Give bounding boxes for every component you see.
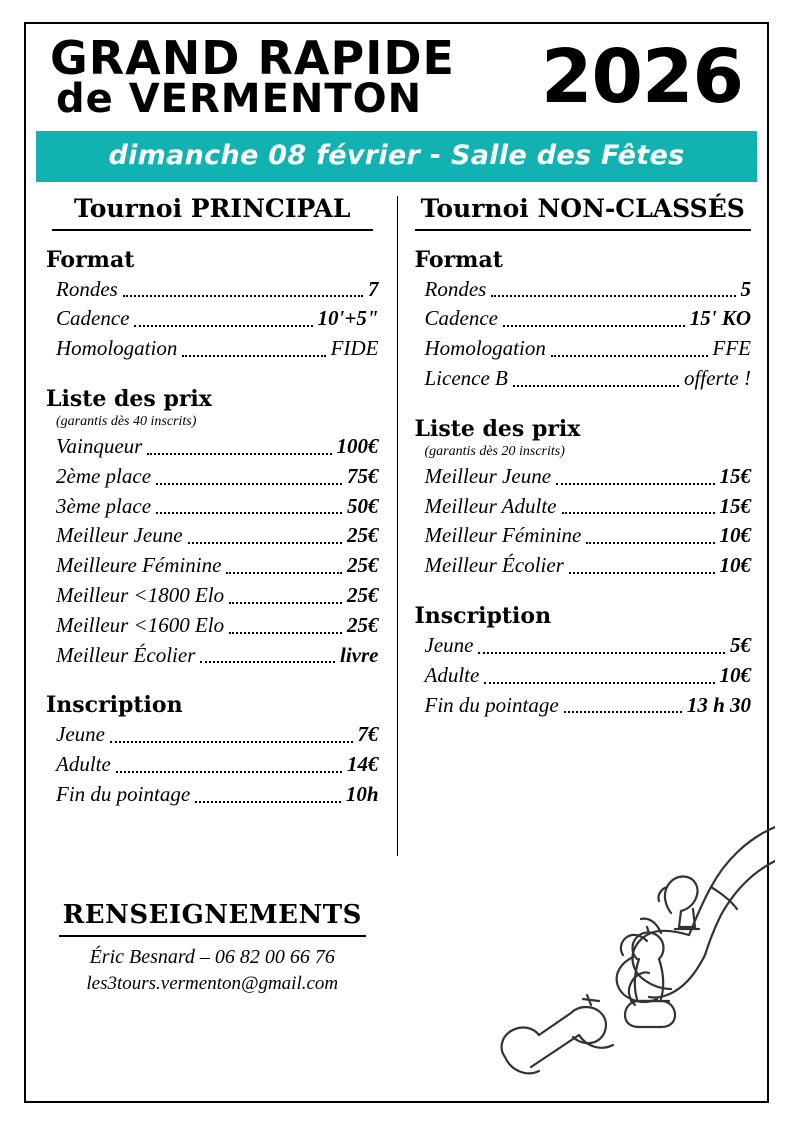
table-row <box>56 492 379 522</box>
row-value: 10h <box>345 782 379 807</box>
leader-dots <box>564 710 682 713</box>
principal-registration-rows <box>56 720 379 809</box>
leader-dots <box>556 482 714 485</box>
table-row <box>56 432 379 462</box>
table-row <box>56 304 379 334</box>
principal-prizes-rows <box>56 432 379 671</box>
row-label: Jeune <box>424 633 474 658</box>
leader-dots <box>513 384 679 387</box>
row-label: Meilleur <1800 Elo <box>56 583 225 608</box>
contact-email[interactable]: les3tours.vermenton@gmail.com <box>86 972 339 994</box>
row-label: Rondes <box>56 276 118 301</box>
row-value: FFE <box>712 336 751 361</box>
row-value: 15€ <box>719 463 751 488</box>
row-label: 3ème place <box>56 493 152 518</box>
row-value: 7€ <box>357 722 379 747</box>
row-label: Meilleur Écolier <box>56 642 196 667</box>
leader-dots <box>484 681 714 684</box>
row-label: Jeune <box>56 722 105 747</box>
table-row <box>56 750 379 780</box>
principal-registration-heading: Inscription <box>46 692 183 719</box>
row-value: 10€ <box>719 662 751 687</box>
poster-title <box>50 31 455 123</box>
row-label: 2ème place <box>56 463 152 488</box>
leader-dots <box>182 354 325 357</box>
row-label: Meilleur Jeune <box>56 523 183 548</box>
row-label: Licence B <box>424 365 508 390</box>
leader-dots <box>116 770 342 773</box>
leader-dots <box>147 452 331 455</box>
spacer <box>46 670 379 692</box>
spacer <box>415 394 752 416</box>
non-classes-prizes-note: (garantis dès 20 inscrits) <box>424 443 565 459</box>
row-value: 15' KO <box>689 306 751 331</box>
table-row <box>425 631 752 661</box>
table-row <box>56 780 379 810</box>
row-value: 25€ <box>347 553 379 578</box>
table-row <box>425 275 752 305</box>
row-value: 100€ <box>336 433 379 458</box>
row-value: 75€ <box>347 463 379 488</box>
row-label: Homologation <box>56 336 178 361</box>
leader-dots <box>229 631 342 634</box>
row-value: 10'+5" <box>317 306 379 331</box>
row-label: Meilleur Féminine <box>424 523 582 548</box>
table-row <box>425 551 752 581</box>
leader-dots <box>226 571 342 574</box>
leader-dots <box>156 511 342 514</box>
row-value: 10€ <box>719 553 751 578</box>
row-value: 15€ <box>719 493 751 518</box>
table-row <box>56 720 379 750</box>
row-value: livre <box>340 642 379 667</box>
spacer <box>46 364 379 386</box>
table-row <box>56 551 379 581</box>
table-row <box>425 492 752 522</box>
row-label: Adulte <box>424 662 480 687</box>
row-value: 5€ <box>730 633 751 658</box>
principal-format-rows <box>56 275 379 364</box>
row-label: Homologation <box>424 336 546 361</box>
non-classes-title: Tournoi NON-CLASSÉS <box>415 194 752 231</box>
row-label: Fin du pointage <box>424 692 559 717</box>
leader-dots <box>123 294 363 297</box>
non-classes-prizes-rows <box>425 462 752 581</box>
table-row <box>56 462 379 492</box>
principal-prizes-heading: Liste des prix <box>46 385 212 412</box>
leader-dots <box>195 800 341 803</box>
row-label: Meilleure Féminine <box>56 553 222 578</box>
row-value: 7 <box>368 276 379 301</box>
tournament-columns <box>36 182 757 894</box>
leader-dots <box>156 482 342 485</box>
table-row <box>56 581 379 611</box>
non-classes-format-rows <box>425 275 752 394</box>
non-classes-registration-heading: Inscription <box>414 603 552 630</box>
row-label: Fin du pointage <box>56 782 191 807</box>
table-row <box>425 304 752 334</box>
title-line-1: GRAND RAPIDE <box>50 31 455 85</box>
leader-dots <box>200 660 335 663</box>
row-label: Cadence <box>56 306 130 331</box>
row-value: 25€ <box>347 612 379 637</box>
row-label: Meilleur Écolier <box>424 553 564 578</box>
leader-dots <box>110 740 353 743</box>
table-row <box>425 364 752 394</box>
tournament-non-classes-column <box>397 194 758 894</box>
table-row <box>56 521 379 551</box>
leader-dots <box>569 571 715 574</box>
table-row <box>425 334 752 364</box>
poster-header <box>36 22 757 125</box>
table-row <box>56 275 379 305</box>
row-value: 25€ <box>347 523 379 548</box>
tournament-principal-column <box>36 194 397 894</box>
row-label: Cadence <box>424 306 498 331</box>
row-value: 13 h 30 <box>686 692 751 717</box>
leader-dots <box>562 511 715 514</box>
table-row <box>425 661 752 691</box>
non-classes-prizes-heading: Liste des prix <box>414 415 581 442</box>
row-label: Meilleur Adulte <box>424 493 557 518</box>
row-value: 5 <box>740 276 751 301</box>
leader-dots <box>188 541 342 544</box>
row-value: 25€ <box>347 583 379 608</box>
event-date-banner: dimanche 08 février - Salle des Fêtes <box>36 131 757 182</box>
row-value: 10€ <box>719 523 751 548</box>
row-label: Vainqueur <box>56 433 143 458</box>
contact-name-phone: Éric Besnard – 06 82 00 66 76 <box>89 945 335 968</box>
event-year: 2026 <box>541 33 743 120</box>
leader-dots <box>503 324 685 327</box>
contact-heading: RENSEIGNEMENTS <box>59 900 366 937</box>
table-row <box>425 521 752 551</box>
table-row <box>425 691 752 721</box>
leader-dots <box>491 294 735 297</box>
contact-section <box>36 894 397 995</box>
table-row <box>56 611 379 641</box>
row-label: Meilleur Jeune <box>424 463 552 488</box>
principal-format-heading: Format <box>46 246 135 273</box>
non-classes-registration-rows <box>425 631 752 720</box>
leader-dots <box>229 601 342 604</box>
row-label: Adulte <box>56 752 111 777</box>
principal-title: Tournoi PRINCIPAL <box>52 194 373 231</box>
row-value: offerte ! <box>683 365 751 390</box>
leader-dots <box>586 541 714 544</box>
leader-dots <box>478 651 725 654</box>
principal-prizes-note: (garantis dès 40 inscrits) <box>56 413 197 429</box>
spacer <box>415 581 752 603</box>
row-label: Meilleur <1600 Elo <box>56 612 225 637</box>
non-classes-format-heading: Format <box>414 246 503 273</box>
title-line-2: de VERMENTON <box>56 76 423 123</box>
table-row <box>425 462 752 492</box>
table-row <box>56 334 379 364</box>
row-label: Rondes <box>424 276 487 301</box>
table-row <box>56 641 379 671</box>
row-value: 14€ <box>347 752 379 777</box>
row-value: FIDE <box>330 336 379 361</box>
leader-dots <box>551 354 708 357</box>
poster-content <box>24 22 769 1103</box>
leader-dots <box>134 324 312 327</box>
row-value: 50€ <box>347 493 379 518</box>
